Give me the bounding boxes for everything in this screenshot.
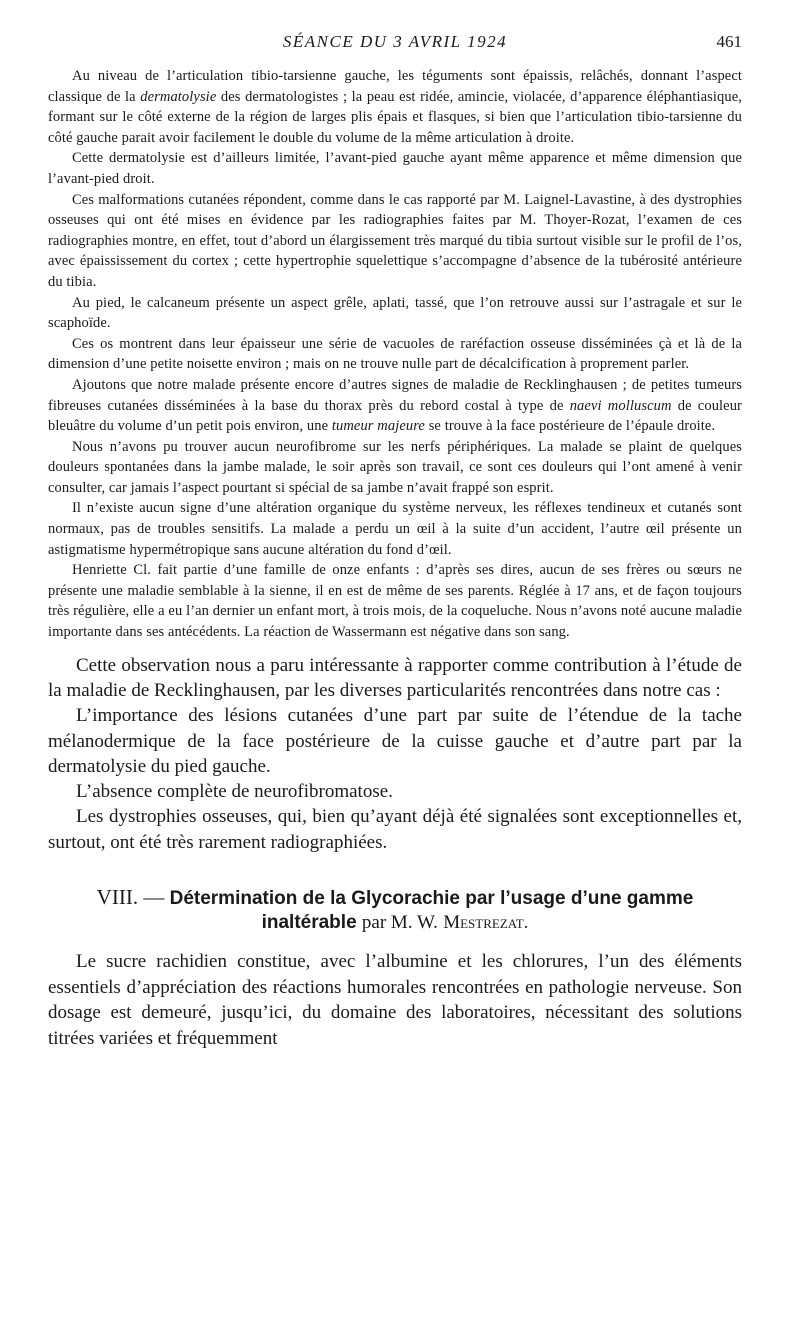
paragraph — [48, 437, 742, 499]
paragraph: L’importance des lésions cutanées d’une part par suite de l’étendue de la tache mélanodermique de la face postérieure de la cuisse gauche et d’autre part par la dermatolysie du pied gauche. — [48, 705, 742, 777]
paragraph — [48, 190, 742, 293]
text-run: des dermatologistes ; la peau est ridée, amincie, violacée, d’apparence éléphantiasique, formant sur le côté externe de la région de larges plis épais et flasques, si bien que l’articulation tibio-tarsienne du côté gauche parait avoir facilement le double du volume de la même articulation à droite. — [48, 88, 742, 146]
text-run: Ces malformations cutanées répondent, comme dans le cas rapporté par M. Laignel-Lavastine, à des dystrophies osseuses qui ont été mises en évidence par les radiographies faites par M. Thoyer-Rozat, l’examen de ces radiographies montre, en effet, tout d’abord un élargissement très marqué du tibia surtout visible sur le profil de l’os, avec épaississement du cortex ; cette hypertrophie squelettique s’accompagne d’absence de la tubérosité antérieure du tibia. — [48, 191, 742, 290]
paragraph: L’absence complète de neurofibromatose. — [76, 781, 393, 803]
italic-term: tumeur majeure — [331, 418, 425, 435]
section-intro — [48, 949, 742, 1051]
text-run: Il n’existe aucun signe d’une altération organique du système nerveux, les réflexes tendineux et cutanés sont normaux, pas de troubles sensitifs. La malade a perdu un œil à la suite d’un accident, l’autre œil présente un astigmatisme hypermétropique sans aucune altération du fond d’œil. — [48, 500, 742, 558]
paragraph: Les dystrophies osseuses, qui, bien qu’ayant déjà été signalées sont exceptionnelles et, surtout, ont été très rarement radiographiées. — [48, 806, 742, 853]
text-run: Au niveau de l’articulation tibio-tarsienne gauche, les téguments sont épaissis, relâchés, donnant l’aspect classique de la — [48, 68, 742, 105]
paragraph — [48, 375, 742, 437]
italic-term: naevi molluscum — [569, 397, 672, 414]
text-run: Henriette Cl. fait partie d’une famille de onze enfants : d’après ses dires, aucun de ses frères ou sœurs ne présente une maladie semblable à la sienne, il en est de même de ses parents. Réglée à 17 ans, et de façon toujours très régulière, elle a eu l’an dernier un enfant mort, à trois mois, de la coqueluche. Nous n’avons noté aucune maladie importante dans ses antécédents. La réaction de Wassermann est négative dans son sang. — [48, 562, 742, 641]
text-run: Ces os montrent dans leur épaisseur une série de vacuoles de raréfaction osseuse disséminées çà et là de la dimension d’une petite noisette environ ; mais on ne trouve nulle part de décalcification à proprement parler. — [48, 335, 742, 373]
section-number: VIII. — — [96, 885, 165, 909]
paragraph — [48, 560, 742, 642]
section-author: Mestrezat. — [443, 912, 529, 933]
section-heading — [48, 885, 742, 935]
paragraph — [48, 293, 742, 334]
paragraph: Le sucre rachidien constitue, avec l’albumine et les chlorures, l’un des éléments essentiels d’appréciation des réactions humorales rencontrées en pathologie nerveuse. Son dosage est demeuré, jusqu’ici, du domaine des laboratoires, nécessitant des solutions titrées variées et fréquemment — [48, 951, 742, 1049]
conclusion-body — [48, 653, 742, 855]
section-byline: par M. W. — [361, 912, 438, 933]
paragraph — [48, 148, 742, 189]
page-number: 461 — [716, 32, 742, 51]
text-run: Cette dermatolysie est d’ailleurs limitée, l’avant-pied gauche ayant même apparence et même dimension que l’avant-pied droit. — [48, 150, 742, 187]
section-title: Détermination de la Glycorachie par l’usage d’une gamme inaltérable — [169, 888, 694, 933]
text-run: Au pied, le calcaneum présente un aspect grêle, aplati, tassé, que l’on retrouve aussi sur l’astragale et sur le scaphoïde. — [48, 294, 742, 332]
text-run: Ajoutons que notre malade présente encore d’autres signes de maladie de Recklinghausen ; de petites tumeurs fibreuses cutanées disséminées à la base du thorax près du rebord costal à type de — [48, 376, 742, 414]
case-report-body — [48, 66, 742, 643]
paragraph — [48, 66, 742, 148]
paragraph: Cette observation nous a paru intéressante à rapporter comme contribution à l’étude de la maladie de Recklinghausen, par les diverses particularités rencontrées dans notre cas : — [48, 654, 742, 701]
italic-term: dermatolysie — [140, 88, 217, 105]
paragraph — [48, 334, 742, 375]
text-run: Nous n’avons pu trouver aucun neurofibrome sur les nerfs périphériques. La malade se plaint de quelques douleurs spontanées dans la jambe malade, le soir après son travail, ce sont ces douleurs qui l’ont amené à venir consulter, car jamais l’aspect pourtant si spécial de sa jambe n’avait frappé son esprit. — [48, 438, 742, 496]
paragraph — [48, 498, 742, 560]
running-title: SÉANCE DU 3 AVRIL 1924 — [282, 32, 508, 51]
page — [48, 28, 742, 1051]
text-run: se trouve à la face postérieure de l’épaule droite. — [424, 418, 716, 435]
running-header — [48, 28, 742, 58]
text-run: de couleur bleuâtre du volume d’un petit pois environ, une — [48, 397, 742, 435]
